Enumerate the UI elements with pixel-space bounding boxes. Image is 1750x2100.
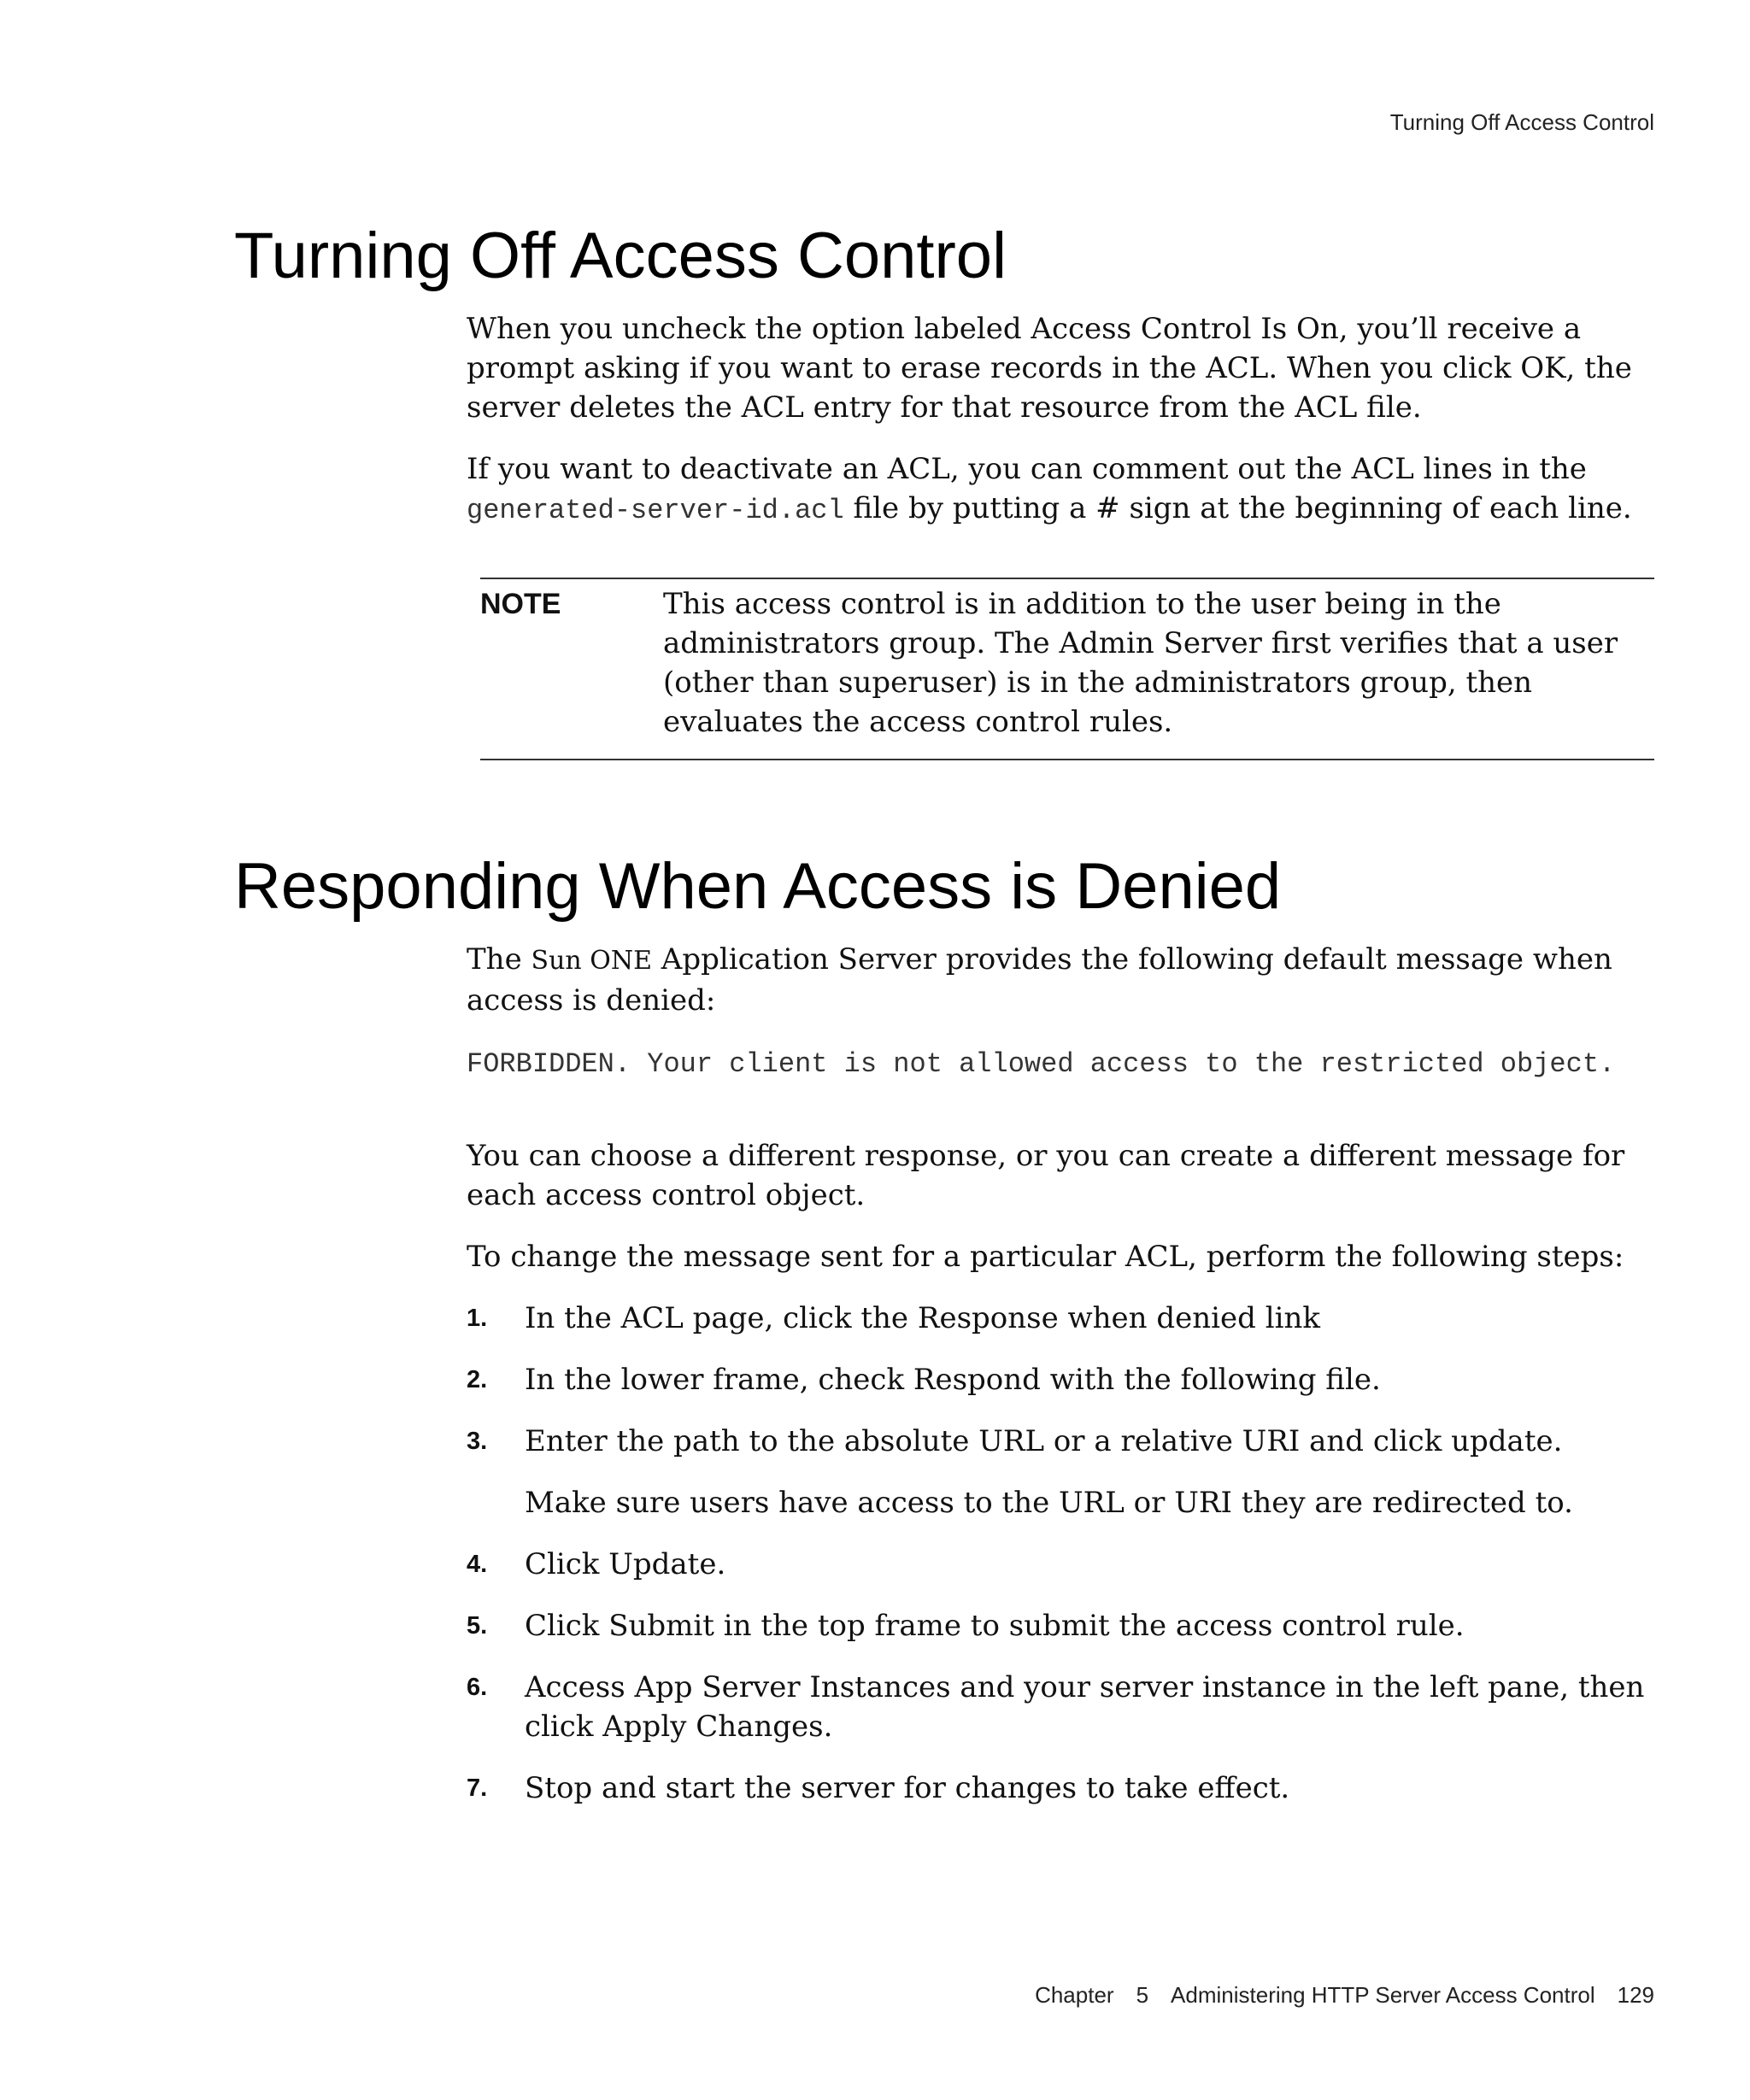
list-item: [467, 1668, 1654, 1746]
paragraph: You can choose a different response, or you can create a different message for each access control object.: [467, 1139, 1625, 1212]
list-item: [467, 1360, 1654, 1399]
forbidden-message-code: FORBIDDEN. Your client is not allowed access to the restricted object.: [467, 1048, 1616, 1080]
paragraph-text: If you want to deactivate an ACL, you can comment out the ACL lines in the: [467, 452, 1587, 486]
footer-chapter-label: Chapter: [1035, 1982, 1114, 2008]
step-text: Stop and start the server for changes to take effect.: [525, 1771, 1290, 1805]
note-box: [480, 578, 1654, 760]
paragraph-text: file by putting a # sign at the beginning of each line.: [843, 491, 1632, 525]
brand-name: Sun ONE: [531, 946, 652, 976]
filename-code: generated-server-id.acl: [467, 495, 844, 526]
step-text: In the ACL page, click the Response when denied link: [525, 1301, 1320, 1335]
section-title-turning-off: Turning Off Access Control: [234, 220, 1007, 292]
paragraph-text: Application Server provides the following default message when access is denied:: [467, 942, 1612, 1018]
page-number: 129: [1617, 1982, 1654, 2008]
step-text: Enter the path to the absolute URL or a relative URI and click update.: [525, 1424, 1563, 1458]
list-item: [467, 1606, 1654, 1645]
list-item: [467, 1769, 1654, 1808]
step-number: 3.: [467, 1428, 488, 1455]
step-subnote: Make sure users have access to the URL or URI they are redirected to.: [525, 1486, 1573, 1520]
running-head: Turning Off Access Control: [1389, 109, 1654, 135]
section1-body: [467, 309, 1654, 531]
step-text: Click Submit in the top frame to submit the access control rule.: [525, 1609, 1465, 1643]
paragraph: When you uncheck the option labeled Access Control Is On, you’ll receive a prompt asking if you want to erase records in the ACL. When you click OK, the server deletes the ACL entry for that resource from the ACL file.: [467, 312, 1632, 425]
paragraph: To change the message sent for a particular ACL, perform the following steps:: [467, 1240, 1624, 1274]
section-title-access-denied: Responding When Access is Denied: [234, 850, 1282, 923]
step-number: 7.: [467, 1774, 488, 1802]
note-text: This access control is in addition to the user being in the administrators group. The Admin Server first verifies that a user (other than superuser) is in the administrators group, then evaluates the access control rules.: [663, 587, 1618, 739]
step-number: 6.: [467, 1674, 488, 1701]
paragraph: [467, 449, 1654, 531]
list-item: [467, 1422, 1654, 1461]
list-item: [467, 1299, 1654, 1338]
section2-intro: [467, 940, 1654, 1020]
step-number: 2.: [467, 1366, 488, 1393]
step-text: Click Update.: [525, 1547, 726, 1581]
footer-chapter-title: Administering HTTP Server Access Control: [1171, 1982, 1595, 2008]
note-label: NOTE: [480, 588, 561, 620]
step-text: Access App Server Instances and your server instance in the left pane, then click Apply Changes.: [525, 1670, 1645, 1744]
list-item: [467, 1545, 1654, 1584]
step-number: 5.: [467, 1612, 488, 1640]
footer-chapter-number: 5: [1136, 1982, 1149, 2008]
step-text: In the lower frame, check Respond with the following file.: [525, 1363, 1381, 1397]
step-number: 4.: [467, 1551, 488, 1578]
step-number: 1.: [467, 1305, 488, 1332]
steps-list: [467, 1299, 1654, 1830]
page-footer: [1035, 1982, 1654, 2009]
paragraph: [467, 940, 1654, 1020]
section2-body: [467, 1136, 1654, 1276]
paragraph-text: The: [467, 942, 531, 977]
